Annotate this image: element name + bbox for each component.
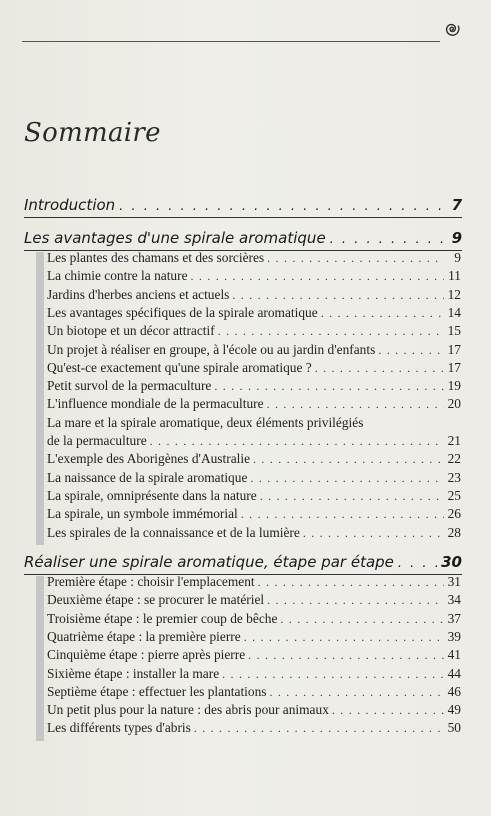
- entry-title: La mare et la spirale aromatique, deux éléments privilégiés: [47, 414, 364, 430]
- toc-entry: [47, 415, 461, 433]
- entry-title: Jardins d'herbes anciens et actuels: [47, 286, 230, 302]
- entry-page-number: 9: [454, 250, 461, 265]
- section-rule: [24, 217, 462, 218]
- entry-title: Un petit plus pour la nature : des abris pour animaux: [47, 702, 329, 718]
- dot-leader: [280, 612, 444, 627]
- entry-title: Les spirales de la connaissance et de la lumière: [47, 524, 300, 540]
- entry-title: Un biotope et un décor attractif: [47, 323, 215, 339]
- dot-leader: [241, 507, 444, 522]
- entry-title: L'exemple des Aborigènes d'Australie: [47, 451, 251, 467]
- page-title: Sommaire: [24, 118, 161, 148]
- section-margin-bar: [36, 252, 44, 545]
- toc-entry: [47, 287, 461, 305]
- entry-page-number: 11: [448, 268, 461, 284]
- dot-leader: [267, 251, 444, 266]
- entry-page-number: 41: [447, 647, 461, 663]
- dot-leader: [248, 648, 444, 663]
- entry-page-number: 21: [447, 433, 461, 448]
- dot-leader: [267, 593, 444, 608]
- entry-page-number: 20: [447, 396, 461, 412]
- entry-page-number: 17: [447, 341, 461, 357]
- dot-leader: [218, 324, 444, 339]
- entry-page-number: 46: [447, 683, 461, 699]
- dot-leader: [315, 361, 444, 376]
- entry-title: Un projet à réaliser en groupe, à l'école ou au jardin d'enfants: [47, 341, 376, 357]
- entry-page-number: 22: [447, 451, 461, 467]
- entry-page-number: 14: [447, 304, 461, 320]
- entry-title: de la permaculture: [47, 433, 147, 448]
- dot-leader: [258, 575, 444, 590]
- entry-title: Petit survol de la permaculture: [47, 378, 212, 394]
- entry-page-number: 37: [447, 610, 461, 626]
- toc-entry: [47, 720, 461, 738]
- dot-leader: [270, 685, 445, 700]
- entry-page-number: 26: [447, 506, 461, 522]
- dot-leader: [260, 489, 444, 504]
- entry-page-number: 50: [447, 720, 461, 736]
- section-page-number: 9: [451, 229, 462, 247]
- entry-title: Les différents types d'abris: [47, 720, 191, 736]
- toc-entry: [47, 470, 461, 488]
- toc-entry: [47, 268, 461, 286]
- dot-leader: [194, 721, 444, 736]
- entry-title: La naissance de la spirale aromatique: [47, 469, 248, 485]
- section-title: Réaliser une spirale aromatique, étape par étape: [24, 553, 394, 571]
- toc-entry: [47, 433, 461, 451]
- entry-page-number: 12: [447, 286, 461, 302]
- toc-entry: [47, 451, 461, 469]
- entry-page-number: 39: [447, 628, 461, 644]
- toc-entry: [47, 666, 461, 684]
- entry-title: Septième étape : effectuer les plantations: [47, 683, 267, 699]
- toc-entry: [47, 611, 461, 629]
- entry-page-number: 34: [447, 592, 461, 608]
- toc-entry: [47, 488, 461, 506]
- entry-page-number: 28: [447, 524, 461, 540]
- entry-page-number: 17: [447, 359, 461, 375]
- section-page-number: 7: [451, 196, 462, 214]
- toc-entry: [47, 396, 461, 414]
- dot-leader: [191, 269, 444, 284]
- entry-title: La chimie contre la nature: [47, 268, 188, 284]
- dot-leader: [378, 343, 444, 358]
- entry-title: Cinquième étape : pierre après pierre: [47, 647, 246, 663]
- dot-leader: [267, 397, 444, 412]
- entry-title: Première étape : choisir l'emplacement: [47, 574, 255, 589]
- dot-leader: [214, 379, 444, 394]
- entry-page-number: 49: [447, 702, 461, 718]
- section-title: Les avantages d'une spirale aromatique: [24, 229, 326, 247]
- entry-page-number: 44: [447, 665, 461, 681]
- dot-leader: [398, 556, 437, 571]
- entry-page-number: 25: [447, 487, 461, 503]
- dot-leader: [244, 630, 444, 645]
- toc-entry: [47, 506, 461, 524]
- dot-leader: [250, 471, 444, 486]
- section-title: Introduction: [24, 196, 116, 214]
- dot-leader: [330, 232, 448, 247]
- toc-entry: [47, 684, 461, 702]
- section-page-number: 30: [441, 553, 462, 571]
- toc-entry: [47, 342, 461, 360]
- dot-leader: [303, 526, 444, 541]
- dot-leader: [222, 667, 444, 682]
- entry-page-number: 15: [447, 323, 461, 339]
- header-rule: [22, 41, 440, 42]
- toc-entry: [47, 525, 461, 543]
- dot-leader: [150, 434, 444, 449]
- dot-leader: [253, 452, 444, 467]
- toc-entry: [47, 323, 461, 341]
- toc-entry: [47, 574, 461, 592]
- entry-title: Qu'est-ce exactement qu'une spirale aromatique ?: [47, 359, 312, 375]
- toc-entry: [47, 360, 461, 378]
- toc-entry: [47, 592, 461, 610]
- entry-title: Deuxième étape : se procurer le matériel: [47, 592, 265, 608]
- entry-title: Les plantes des chamans et des sorcières: [47, 250, 265, 265]
- toc-entry: [47, 305, 461, 323]
- entry-title: L'influence mondiale de la permaculture: [47, 396, 264, 412]
- dot-leader: [321, 306, 444, 321]
- entry-title: Sixième étape : installer la mare: [47, 665, 220, 681]
- toc-section-heading: [24, 196, 462, 216]
- entry-page-number: 23: [447, 469, 461, 485]
- entry-title: La spirale, un symbole immémorial: [47, 506, 238, 522]
- toc-section-heading: [24, 553, 462, 573]
- entry-title: Troisième étape : le premier coup de bêche: [47, 610, 278, 626]
- toc-entry: [47, 702, 461, 720]
- entry-page-number: 31: [447, 574, 461, 589]
- toc-entry: [47, 647, 461, 665]
- entry-title: Les avantages spécifiques de la spirale aromatique: [47, 304, 318, 320]
- entry-title: Quatrième étape : la première pierre: [47, 628, 241, 644]
- dot-leader: [232, 288, 444, 303]
- entry-page-number: 19: [447, 378, 461, 394]
- toc-entry: [47, 378, 461, 396]
- toc-section-heading: [24, 229, 462, 249]
- dot-leader: [332, 703, 444, 718]
- entry-title: La spirale, omniprésente dans la nature: [47, 487, 257, 503]
- dot-leader: [119, 199, 447, 214]
- toc-entry: [47, 250, 461, 268]
- toc-entry: [47, 629, 461, 647]
- spiral-icon: [440, 18, 464, 42]
- section-margin-bar: [36, 576, 44, 741]
